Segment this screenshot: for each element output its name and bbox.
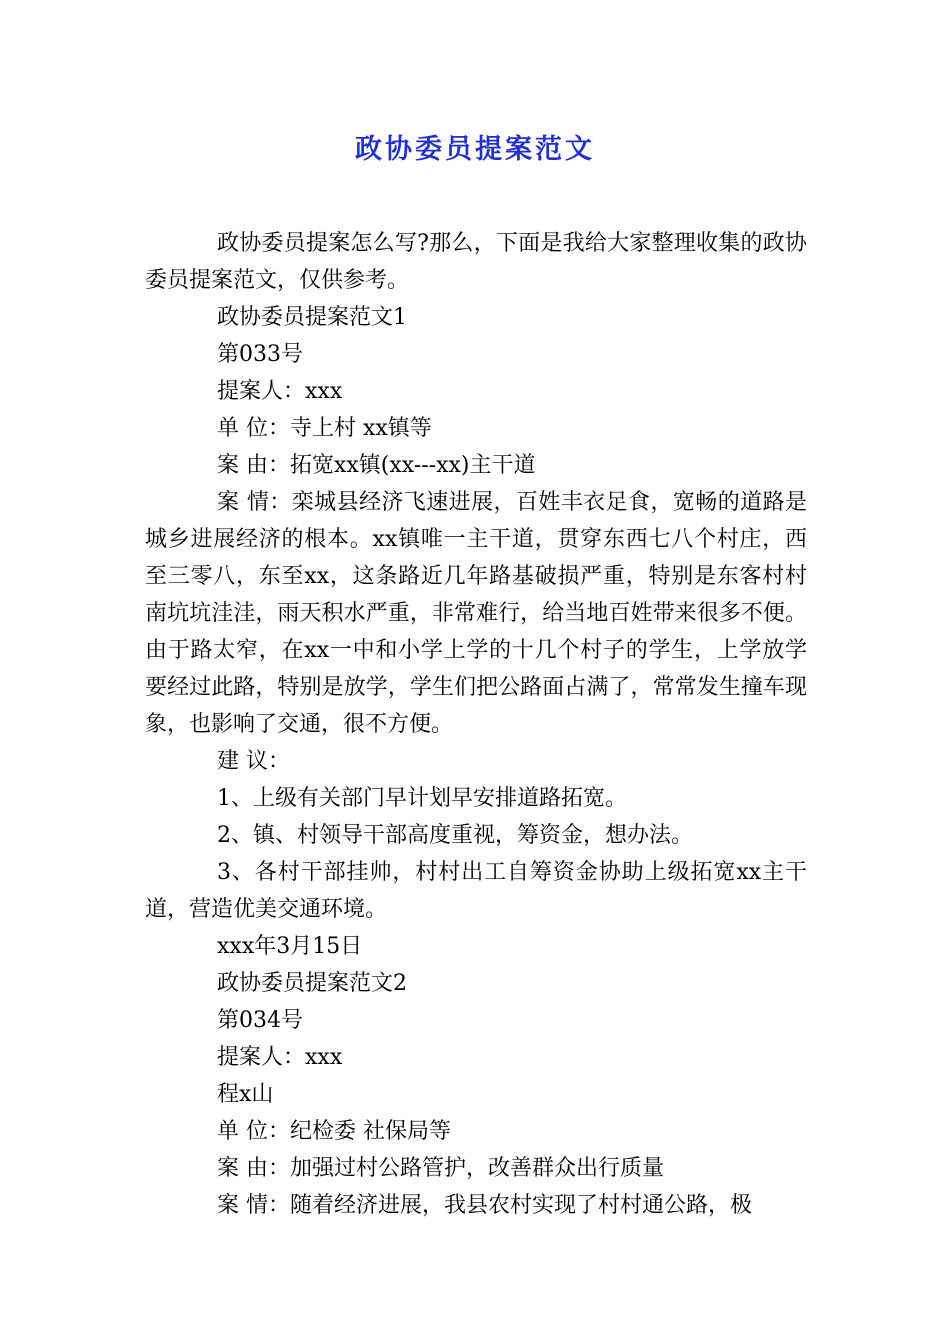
paragraph-unit: 单 位：寺上村 xx镇等 xyxy=(217,416,432,441)
document-title: 政协委员提案范文 xyxy=(355,134,595,165)
paragraph-heading-sample-2: 政协委员提案范文2 xyxy=(217,971,407,996)
paragraph-number-2: 第034号 xyxy=(217,1008,303,1033)
paragraph-suggestion-3: 3、各村干部挂帅，村村出工自筹资金协助上级拓宽xx主干道，营造优美交通环境。 xyxy=(145,860,807,922)
paragraph-subject-2: 案 由：加强过村公路管护，改善群众出行质量 xyxy=(217,1156,664,1181)
paragraph-proposer-2: 提案人：xxx xyxy=(217,1045,343,1070)
paragraph-proposer-name-2: 程x山 xyxy=(217,1082,274,1107)
paragraph-heading-sample-1: 政协委员提案范文1 xyxy=(217,305,407,330)
paragraph-unit-2: 单 位：纪检委 社保局等 xyxy=(217,1119,451,1144)
paragraph-date: xxx年3月15日 xyxy=(217,934,363,959)
paragraph-suggestion-1: 1、上级有关部门早计划早安排道路拓宽。 xyxy=(217,786,627,811)
paragraph-proposer: 提案人：xxx xyxy=(217,379,343,404)
paragraph-suggestion-2: 2、镇、村领导干部高度重视，筹资金，想办法。 xyxy=(217,823,693,848)
paragraph-number: 第033号 xyxy=(217,342,303,367)
paragraph-suggestion-label: 建 议： xyxy=(217,749,290,774)
paragraph-case-2: 案 情：随着经济进展，我县农村实现了村村通公路，极 xyxy=(217,1193,752,1218)
paragraph-intro: 政协委员提案怎么写?那么，下面是我给大家整理收集的政协委员提案范文，仅供参考。 xyxy=(145,231,807,293)
paragraph-case: 案 情：栾城县经济飞速进展，百姓丰衣足食，宽畅的道路是城乡进展经济的根本。xx镇唯一主干道，贯穿东西七八个村庄，西至三零八，东至xx，这条路近几年路基破损严重，特别是东客村村南坑坑洼洼，雨天积水严重，非常难行，给当地百姓带来很多不便。由于路太窄，在xx一中和小学上学的十几个村子的学生，上学放学要经过此路，特别是放学，学生们把公路面占满了，常常发生撞车现象，也影响了交通，很不方便。 xyxy=(145,490,807,737)
document-body xyxy=(145,225,807,1224)
paragraph-subject: 案 由：拓宽xx镇(xx---xx)主干道 xyxy=(217,453,536,478)
